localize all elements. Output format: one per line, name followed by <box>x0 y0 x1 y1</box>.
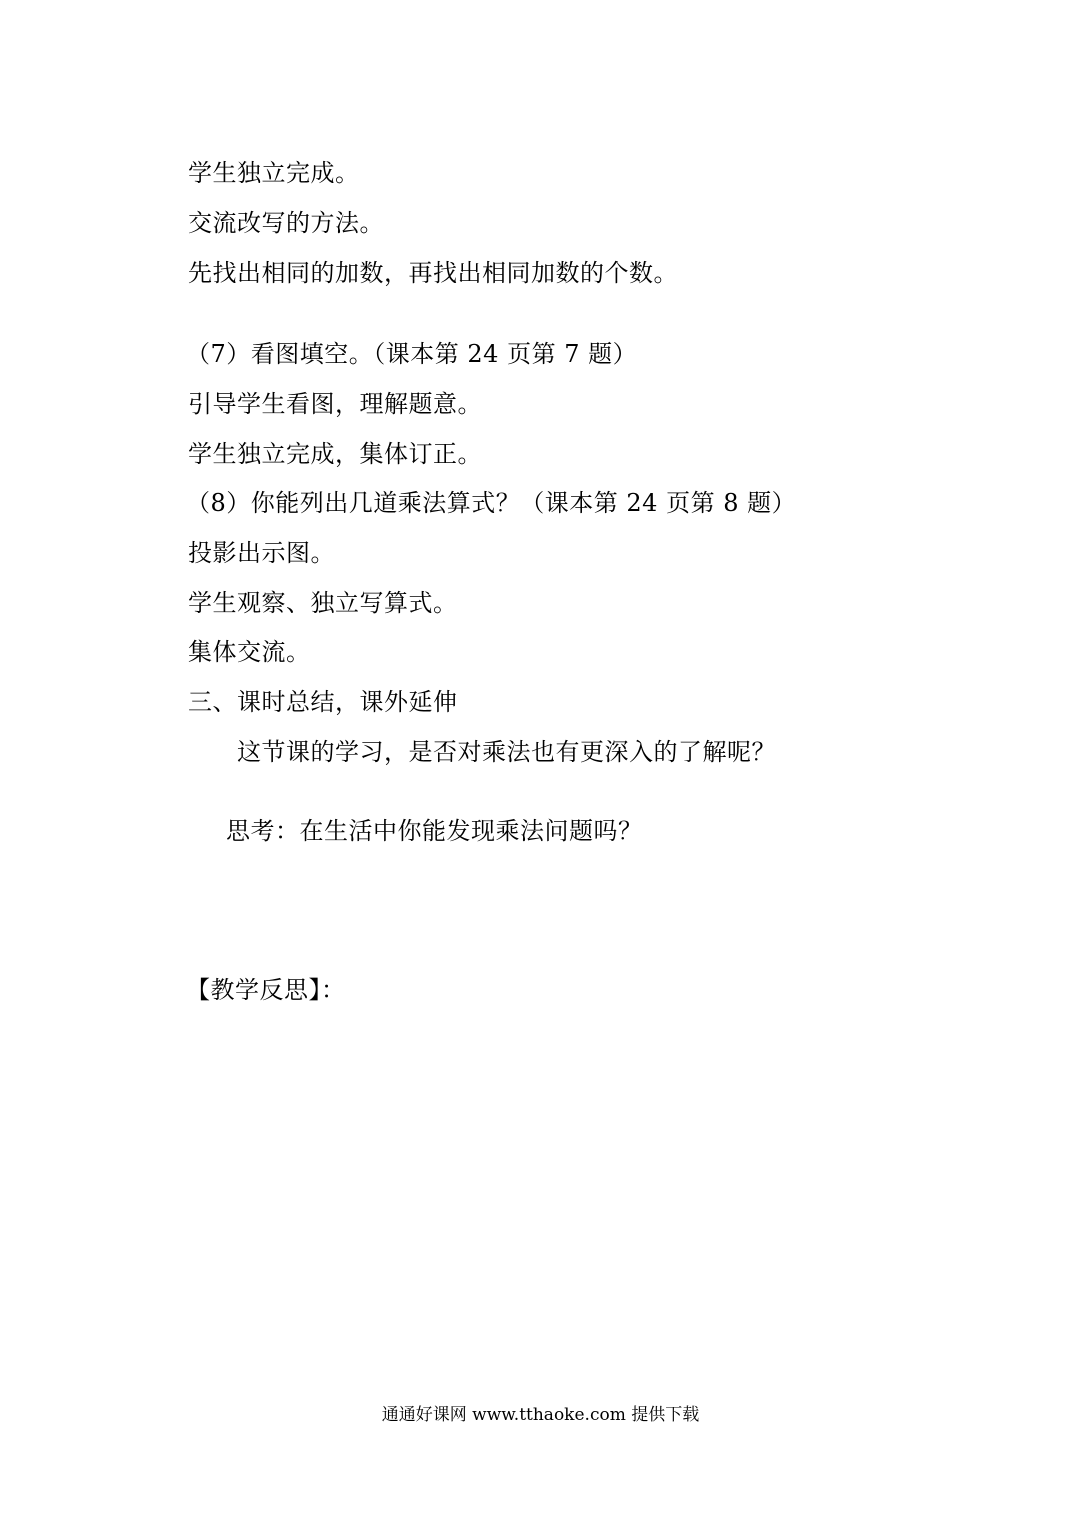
teaching-reflection-heading: 【教学反思】： <box>186 976 346 1004</box>
paragraph-guide-students: 引导学生看图，理解题意。 <box>188 390 482 418</box>
paragraph-find-addends: 先找出相同的加数，再找出相同加数的个数。 <box>188 259 678 287</box>
paragraph-summary-question: 这节课的学习，是否对乘法也有更深入的了解呢？ <box>237 738 776 766</box>
paragraph-exchange-method: 交流改写的方法。 <box>188 209 384 237</box>
paragraph-independent-completion: 学生独立完成。 <box>188 159 360 187</box>
section-heading-summary: 三、课时总结，课外延伸 <box>188 688 458 716</box>
paragraph-think-question: 思考：在生活中你能发现乘法问题吗？ <box>226 817 643 845</box>
paragraph-group-exchange: 集体交流。 <box>188 638 311 666</box>
page-footer: 通通好课网 www.tthaoke.com 提供下载 <box>381 1405 700 1425</box>
exercise-7-heading: （7）看图填空。（课本第 24 页第 7 题） <box>186 340 638 368</box>
exercise-8-heading: （8）你能列出几道乘法算式？（课本第 24 页第 8 题） <box>186 489 797 517</box>
paragraph-complete-and-correct: 学生独立完成，集体订正。 <box>188 440 482 468</box>
paragraph-project-image: 投影出示图。 <box>188 539 335 567</box>
paragraph-observe-write: 学生观察、独立写算式。 <box>188 589 458 617</box>
